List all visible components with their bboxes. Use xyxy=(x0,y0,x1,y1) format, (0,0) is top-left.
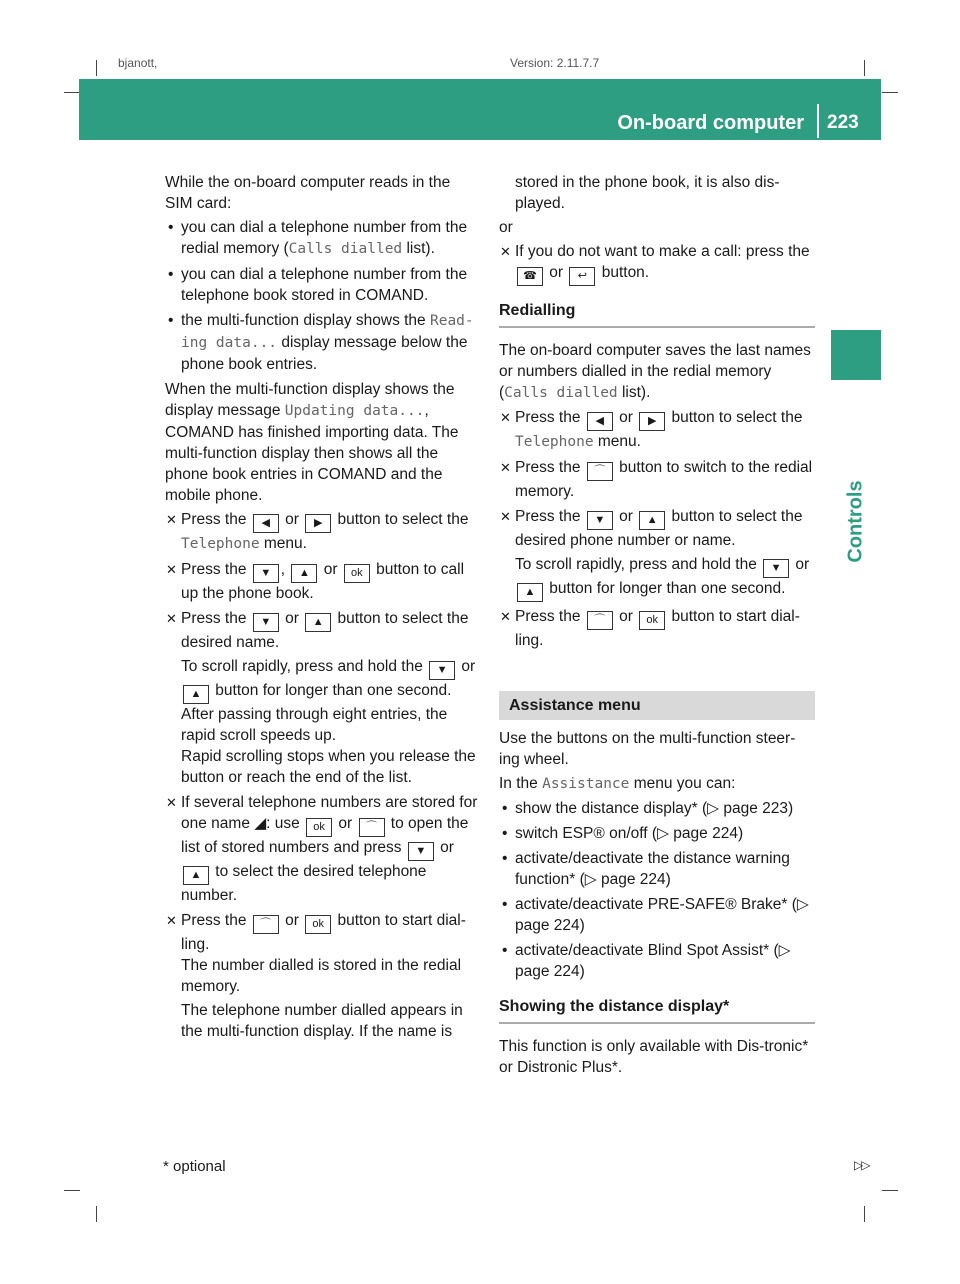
list-text: display message below the phone book entries. xyxy=(181,334,468,373)
left-button-icon: ◀ xyxy=(587,412,613,431)
text: or xyxy=(457,658,476,675)
continue-arrows-icon: ▷▷ xyxy=(854,1158,869,1172)
instruction-step xyxy=(165,792,481,906)
display-text: Updating data... xyxy=(284,403,425,419)
instruction-step xyxy=(499,506,815,602)
author-meta: bjanott, xyxy=(118,56,158,70)
multiple-numbers-icon: ◢ xyxy=(254,815,267,832)
phone-button-icon: ⌒ xyxy=(587,611,613,630)
crop-mark xyxy=(864,1206,865,1222)
display-text: Read-ing data... xyxy=(181,313,474,351)
list-item: • activate/deactivate PRE-SAFE® Brake* (▷ page 224) xyxy=(499,894,815,936)
list-item: • activate/deactivate Blind Spot Assist* (▷ page 224) xyxy=(499,940,815,982)
text: or xyxy=(435,839,454,856)
header-separator xyxy=(817,104,819,138)
list-item: • show the distance display* (▷ page 223) xyxy=(499,798,815,819)
hang-up-button-icon: ☎ xyxy=(517,267,543,286)
text: or xyxy=(791,556,810,573)
text: or xyxy=(614,409,638,426)
back-button-icon: ↩ xyxy=(569,267,595,286)
text: list). xyxy=(617,384,651,401)
list-text: you can dial a telephone number from the telephone book stored in COMAND. xyxy=(181,266,468,304)
up-button-icon: ▲ xyxy=(183,685,209,704)
chapter-tab-block xyxy=(831,330,881,380)
step-marker-icon: ✕ xyxy=(166,795,177,810)
text: button to start dial-ling. xyxy=(515,608,800,649)
ok-button-icon: ok xyxy=(639,611,665,630)
page-number: 223 xyxy=(827,112,859,133)
text: or xyxy=(545,264,568,281)
text: Press the xyxy=(181,511,251,528)
text: menu you can: xyxy=(629,775,736,792)
right-column xyxy=(499,172,815,1081)
right-button-icon: ▶ xyxy=(639,412,665,431)
text: If you do not want to make a call: press the xyxy=(515,243,810,260)
paragraph xyxy=(499,340,815,404)
crop-mark xyxy=(96,60,97,76)
ok-button-icon: ok xyxy=(344,564,370,583)
paragraph: Use the buttons on the multi-function steer-ing wheel. xyxy=(499,730,796,768)
text: button for longer than one second. xyxy=(211,682,452,699)
list-item: • switch ESP® on/off (▷ page 224) xyxy=(499,823,815,844)
paragraph xyxy=(165,379,481,506)
text: to select the desired telephone number. xyxy=(181,863,427,904)
text: button for longer than one second. xyxy=(545,580,786,597)
down-button-icon: ▼ xyxy=(408,842,434,861)
crop-mark xyxy=(882,1190,898,1191)
text: or xyxy=(614,608,638,625)
paragraph: stored in the phone book, it is also dis-played. xyxy=(515,174,780,212)
section-heading: Redialling xyxy=(499,300,815,328)
page-section-title: On-board computer xyxy=(617,112,804,134)
text: menu. xyxy=(259,535,307,552)
text: In the xyxy=(499,775,543,792)
step-marker-icon: ✕ xyxy=(166,512,177,527)
text: , COMAND has finished importing data. The multi-function display then shows all the phone book entries in COMAND and the mobile phone. xyxy=(165,402,459,504)
text: When the multi-function display shows the display message xyxy=(165,381,455,419)
phone-button-icon: ⌒ xyxy=(253,915,279,934)
display-text: Telephone xyxy=(181,536,260,552)
footnote-optional: * optional xyxy=(163,1158,226,1175)
step-note: After passing through eight entries, the rapid scroll speeds up. xyxy=(181,706,448,744)
up-button-icon: ▲ xyxy=(517,583,543,602)
down-button-icon: ▼ xyxy=(253,564,279,583)
instruction-step xyxy=(165,608,481,788)
crop-mark xyxy=(864,60,865,76)
step-note: The telephone number dialled appears in the multi-function display. If the name is xyxy=(181,1002,463,1040)
display-text: Calls dialled xyxy=(504,385,618,401)
text: or xyxy=(614,508,638,525)
text: To scroll rapidly, press and hold the xyxy=(181,658,428,675)
text: Press the xyxy=(515,508,585,525)
chapter-label xyxy=(836,470,876,590)
instruction-step xyxy=(499,241,815,286)
step-marker-icon: ✕ xyxy=(166,913,177,928)
text: button. xyxy=(597,264,650,281)
list-item xyxy=(165,310,481,375)
step-note xyxy=(515,554,815,602)
paragraph xyxy=(499,773,815,795)
paragraph: or xyxy=(499,219,513,236)
left-button-icon: ◀ xyxy=(253,514,279,533)
step-marker-icon: ✕ xyxy=(166,562,177,577)
instruction-step xyxy=(499,407,815,453)
text: button to select the desired phone number or name. xyxy=(515,508,803,549)
up-button-icon: ▲ xyxy=(183,866,209,885)
ok-button-icon: ok xyxy=(306,818,332,837)
instruction-step xyxy=(165,910,481,1042)
list-item: • activate/deactivate the distance warning function* (▷ page 224) xyxy=(499,848,815,890)
text: button to call up the phone book. xyxy=(181,561,465,602)
step-marker-icon: ✕ xyxy=(500,460,511,475)
step-marker-icon: ✕ xyxy=(500,609,511,624)
text: The on-board computer saves the last names or numbers dialled in the redial memory ( xyxy=(499,342,811,401)
display-text: Telephone xyxy=(515,434,594,450)
chapter-label-text: Controls xyxy=(844,480,867,563)
step-marker-icon: ✕ xyxy=(500,244,511,259)
text: button to switch to the redial memory. xyxy=(515,459,813,500)
text: , xyxy=(280,561,290,578)
text: menu. xyxy=(593,433,641,450)
text: or xyxy=(280,610,304,627)
left-column xyxy=(165,172,481,1046)
down-button-icon: ▼ xyxy=(429,661,455,680)
down-button-icon: ▼ xyxy=(763,559,789,578)
instruction-step xyxy=(499,457,815,502)
phone-button-icon: ⌒ xyxy=(359,818,385,837)
up-button-icon: ▲ xyxy=(305,613,331,632)
text: To scroll rapidly, press and hold the xyxy=(515,556,762,573)
text: button to start dial-ling. xyxy=(181,912,466,953)
text: Press the xyxy=(181,610,251,627)
up-button-icon: ▲ xyxy=(639,511,665,530)
text: button to select the desired name. xyxy=(181,610,469,651)
display-text: Assistance xyxy=(542,776,630,792)
text: button to select the xyxy=(667,409,803,426)
step-note: Rapid scrolling stops when you release the button or reach the end of the list. xyxy=(181,748,476,786)
text: to open the list of stored numbers and press xyxy=(181,815,469,856)
display-text: Calls dialled xyxy=(288,241,403,257)
text: or xyxy=(319,561,342,578)
crop-mark xyxy=(882,92,898,93)
text: button to select the xyxy=(333,511,469,528)
paragraph: While the on-board computer reads in the SIM card: xyxy=(165,174,451,212)
step-note xyxy=(181,656,481,704)
text: Press the xyxy=(515,459,585,476)
text: Press the xyxy=(181,561,251,578)
list-text: you can dial a telephone number from the redial memory ( xyxy=(181,219,468,257)
step-marker-icon: ✕ xyxy=(166,611,177,626)
up-button-icon: ▲ xyxy=(291,564,317,583)
step-note: The number dialled is stored in the redial memory. xyxy=(181,957,462,995)
ok-button-icon: ok xyxy=(305,915,331,934)
instruction-step xyxy=(165,509,481,555)
paragraph: This function is only available with Dis-tronic* or Distronic Plus*. xyxy=(499,1038,809,1076)
text: or xyxy=(280,912,304,929)
down-button-icon: ▼ xyxy=(587,511,613,530)
crop-mark xyxy=(64,1190,80,1191)
section-heading: Showing the distance display* xyxy=(499,996,815,1024)
step-marker-icon: ✕ xyxy=(500,410,511,425)
text: Press the xyxy=(515,608,585,625)
step-marker-icon: ✕ xyxy=(500,509,511,524)
list-text: list). xyxy=(402,240,435,257)
text: Press the xyxy=(181,912,251,929)
text: : use xyxy=(266,815,305,832)
crop-mark xyxy=(64,92,80,93)
list-item xyxy=(165,217,481,260)
down-button-icon: ▼ xyxy=(253,613,279,632)
list-text: the multi-function display shows the xyxy=(181,312,430,329)
instruction-step xyxy=(165,559,481,604)
text: or xyxy=(334,815,357,832)
right-button-icon: ▶ xyxy=(305,514,331,533)
text: If several telephone numbers are stored for one name xyxy=(181,794,478,832)
section-heading-boxed: Assistance menu xyxy=(499,691,815,720)
crop-mark xyxy=(96,1206,97,1222)
instruction-step xyxy=(499,606,815,651)
phone-button-icon: ⌒ xyxy=(587,462,613,481)
text: or xyxy=(280,511,304,528)
list-item xyxy=(165,264,481,306)
text: Press the xyxy=(515,409,585,426)
version-meta: Version: 2.11.7.7 xyxy=(510,56,600,70)
